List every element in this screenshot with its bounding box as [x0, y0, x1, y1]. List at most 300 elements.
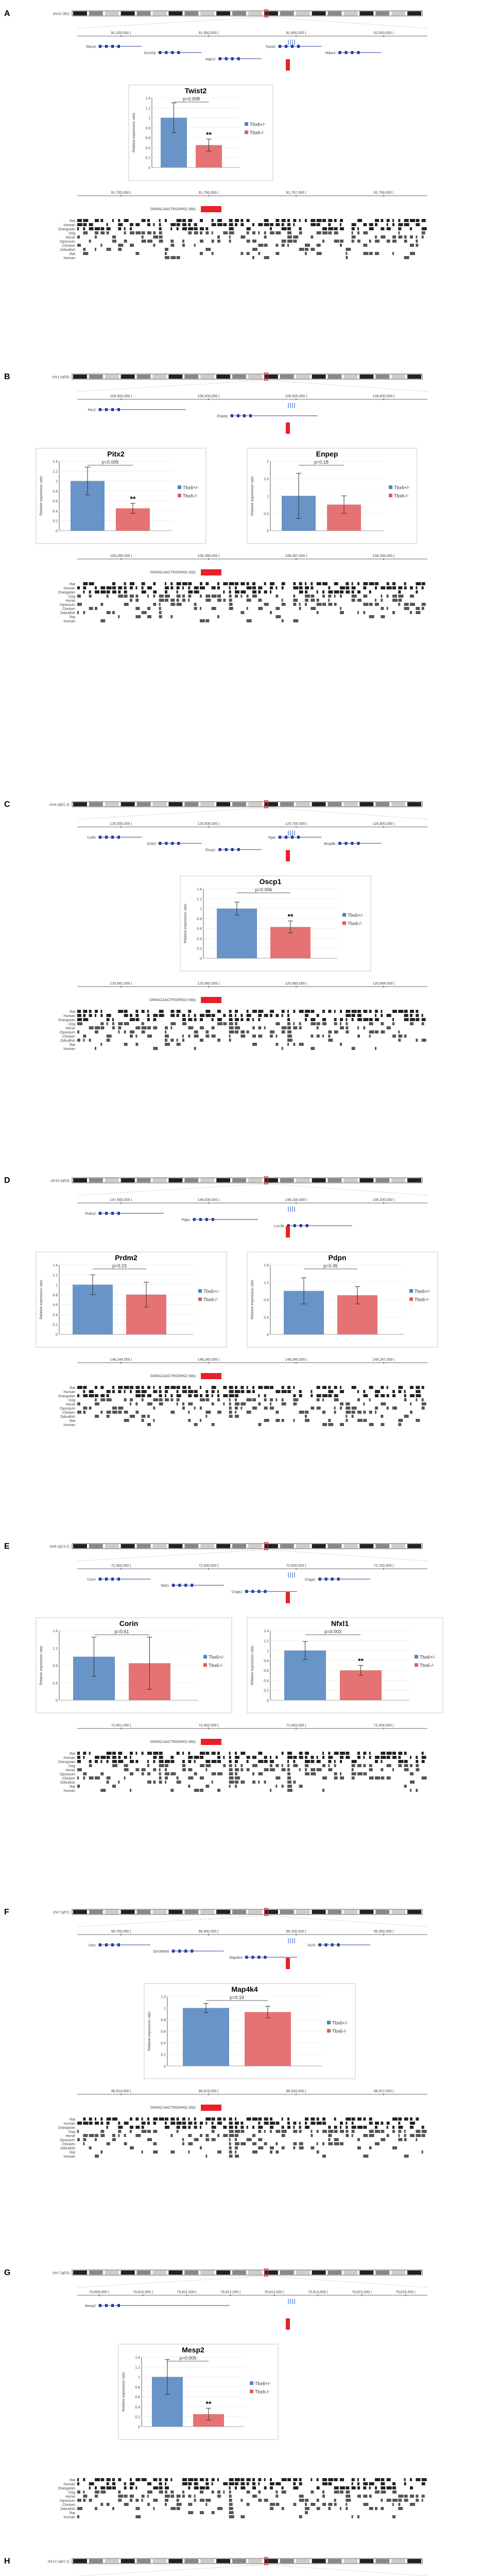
panel-d-conservation-block: [416, 1394, 421, 1397]
panel-f-chrom-band: [264, 1910, 278, 1914]
panel-a-conservation-block: [352, 240, 354, 243]
panel-a-conservation-block: [276, 231, 281, 234]
panel-c-conservation-block: [135, 1026, 140, 1029]
panel-g-mesp2-y-tick-label: 0.8: [135, 2385, 140, 2389]
panel-c-conservation-block: [182, 1039, 184, 1042]
panel-g-conservation-block: [369, 2482, 374, 2485]
panel-g-conservation-block: [124, 2503, 129, 2506]
panel-g-conservation-block: [118, 2490, 120, 2494]
panel-g-conservation-block: [404, 2478, 406, 2481]
panel-a-chrom-band: [232, 11, 246, 15]
panel-e-conservation-block: [229, 1785, 231, 1788]
panel-f-conservation-block: [404, 2155, 409, 2158]
panel-a-conservation-block: [317, 244, 321, 247]
panel-b-conservation-block: [118, 595, 123, 598]
panel-f-conservation-block: [77, 2138, 80, 2141]
panel-b-pitx2-y-tick-label: 1.4: [53, 460, 58, 464]
panel-b-conservation-block: [293, 619, 298, 622]
panel-d-conservation-block: [142, 1415, 146, 1418]
panel-c-gene-exon: [237, 848, 240, 851]
panel-d-conservation-block: [352, 1415, 354, 1418]
panel-d-conservation-block: [135, 1394, 141, 1397]
panel-g-chrom-band: [343, 2270, 357, 2275]
panel-c-conservation-block: [305, 1014, 308, 1017]
panel-g-conservation-block: [212, 2478, 215, 2481]
panel-e-conservation-block: [118, 1752, 122, 1755]
panel-e-conservation-block: [416, 1764, 419, 1767]
panel-c-conservation-block: [212, 1018, 214, 1021]
panel-g-mesp2-chart-title: Mesp2: [182, 2346, 204, 2354]
panel-g-conservation-block: [381, 2486, 385, 2489]
panel-e-corin-chart-title: Corin: [119, 1619, 139, 1628]
panel-a-conservation-block: [398, 219, 400, 222]
panel-d-chrom-band: [73, 1178, 87, 1182]
panel-g-conservation-block: [229, 2478, 234, 2481]
panel-b-conservation-block: [270, 586, 273, 589]
panel-e-conservation-block: [416, 1789, 418, 1792]
panel-b-conservation-block: [404, 586, 407, 589]
panel-b-conservation-block: [322, 582, 328, 585]
panel-e-conservation-block: [410, 1756, 411, 1759]
panel-a-conservation-block: [217, 240, 220, 243]
panel-b-conservation-block: [194, 603, 197, 606]
panel-e-conservation-block: [223, 1756, 225, 1759]
panel-f-conservation-block: [375, 2126, 377, 2129]
panel-g-mesp2-y-axis-label: Relative expression ratio: [122, 2372, 126, 2412]
panel-d-conservation-block: [165, 1398, 169, 1401]
panel-g-conservation-block: [77, 2499, 81, 2502]
panel-b-conservation-block: [223, 590, 225, 594]
panel-e-highlight-box: [286, 1592, 290, 1603]
panel-a-conservation-block: [387, 227, 391, 230]
panel-a-conservation-block: [422, 219, 426, 222]
panel-b-conservation-block: [177, 599, 179, 602]
panel-f-conservation-block: [282, 2146, 285, 2149]
panel-f-conservation-block: [89, 2117, 92, 2121]
panel-c-chrom-band: [232, 802, 246, 806]
panel-e-conservation-block: [153, 1756, 157, 1759]
panel-a-conservation-block: [282, 223, 284, 226]
panel-d-pdpn-y-tick-label: 0: [267, 1333, 269, 1337]
panel-e-corin-legend-het: Tbx6+/-: [209, 1654, 225, 1660]
panel-g-mesp2-legend-het: Tbx6+/-: [255, 2381, 271, 2386]
panel-f-map4k4-bar-ko: [245, 2012, 291, 2066]
panel-b-chrom-band: [312, 375, 326, 379]
panel-c-conservation-block: [83, 1014, 85, 1017]
panel-d-conservation-block: [235, 1390, 240, 1393]
panel-g-conservation-block: [194, 2495, 196, 2498]
panel-g-conservation-block: [170, 2507, 176, 2510]
panel-g-conservation-block: [95, 2486, 97, 2489]
panel-f-conservation-block: [182, 2117, 185, 2121]
panel-g-conservation-block: [247, 2503, 250, 2506]
panel-b-gene-exon: [243, 414, 246, 417]
panel-a-conservation-block: [177, 227, 179, 230]
panel-c-conservation-block: [299, 1010, 304, 1013]
panel-c-chrom-label: chr4 (qD1.3): [49, 803, 70, 807]
panel-d-conservation-block: [153, 1419, 154, 1422]
panel-d-conservation-block: [229, 1411, 232, 1414]
panel-d-conservation-block: [322, 1386, 326, 1389]
panel-f-conservation-block: [130, 2126, 133, 2129]
panel-f-chrom-band: [407, 1910, 421, 1914]
panel-e-conservation-block: [352, 1776, 355, 1780]
panel-e-conservation-block: [165, 1760, 170, 1763]
panel-c-chrom-band: [264, 802, 278, 806]
panel-c-conservation-block: [305, 1010, 310, 1013]
panel-c-oscp1-y-tick-label: 0.8: [197, 917, 202, 921]
panel-b-conservation-block: [357, 590, 360, 594]
panel-g-gene-exon: [105, 2304, 108, 2307]
panel-e-coords-ruler-tick: 72,500,000 |: [198, 1564, 219, 1568]
panel-c-conservation-block: [346, 1030, 349, 1033]
panel-e-conservation-block: [422, 1752, 424, 1755]
panel-d-conservation-block: [217, 1390, 219, 1393]
panel-d-conservation-block: [95, 1402, 99, 1405]
panel-c-conservation-block: [165, 1026, 168, 1029]
panel-d-conservation-block: [404, 1394, 406, 1397]
panel-d-conservation-block: [328, 1423, 333, 1426]
panel-a-chrom-band: [121, 11, 135, 15]
panel-g-conservation-block: [317, 2486, 320, 2489]
panel-d-species-label: Human: [63, 1391, 75, 1394]
panel-f-conservation-block: [212, 2130, 215, 2133]
panel-f-conservation-block: [293, 2126, 295, 2129]
panel-e-chrom-band: [73, 1544, 87, 1548]
panel-g-conservation-block: [229, 2515, 234, 2518]
panel-a-conservation-block: [340, 240, 343, 243]
panel-e-conservation-block: [159, 1756, 163, 1759]
panel-f-chrom-band: [216, 1910, 230, 1914]
panel-b-conservation-block: [404, 603, 409, 606]
panel-a-conservation-block: [177, 256, 180, 259]
panel-c-gene-exon: [279, 836, 281, 839]
panel-f-conservation-block: [375, 2122, 379, 2125]
panel-a-gene-name: Rbm4: [86, 45, 96, 49]
panel-d-conservation-block: [77, 1386, 82, 1389]
panel-a-conservation-block: [153, 231, 156, 234]
panel-h-chrom-band: [168, 2559, 182, 2563]
panel-a-conservation-block: [83, 219, 88, 222]
panel-g-conservation-block: [240, 2478, 244, 2481]
panel-g-conservation-block: [352, 2478, 355, 2481]
panel-f-conservation-block: [177, 2122, 182, 2125]
panel-d-gene-exon: [193, 1218, 196, 1221]
panel-g-conservation-block: [317, 2478, 319, 2481]
panel-f-conservation-block: [130, 2146, 134, 2149]
panel-d-conservation-block: [317, 1406, 321, 1410]
panel-d-conservation-block: [107, 1394, 109, 1397]
panel-g-conservation-block: [205, 2486, 209, 2489]
panel-c-conservation-block: [229, 1026, 234, 1029]
panel-g-conservation-block: [340, 2507, 341, 2510]
panel-d-conservation-block: [135, 1411, 139, 1414]
panel-e-conservation-block: [410, 1789, 411, 1792]
panel-g-coords-ruler-tick: 79,810,000 |: [133, 2291, 153, 2294]
panel-g-conservation-block: [170, 2490, 174, 2494]
panel-g-chrom-band: [89, 2270, 103, 2275]
panel-e-chrom-band: [232, 1544, 246, 1548]
panel-e-conservation-block: [334, 1776, 338, 1780]
panel-e-nfxl1-y-tick-label: 0: [267, 1699, 269, 1703]
panel-d-conservation-block: [375, 1394, 378, 1397]
panel-d-gene-exon: [199, 1218, 202, 1221]
panel-g-conservation-block: [165, 2478, 168, 2481]
panel-d-conservation-block: [89, 1390, 94, 1393]
panel-e-conservation-block: [200, 1752, 205, 1755]
panel-d-conservation-block: [229, 1402, 231, 1405]
panel-d-conservation-block: [118, 1406, 123, 1410]
panel-g-chrom-band: [264, 2270, 278, 2275]
panel-b-conservation-block: [247, 607, 248, 610]
panel-f-conservation-block: [404, 2134, 406, 2137]
panel-f-conservation-block: [293, 2146, 295, 2149]
panel-f-conservation-block: [346, 2134, 349, 2137]
panel-d-conservation-block: [346, 1406, 350, 1410]
panel-e-conservation-block: [328, 1756, 333, 1759]
panel-e-gene-exon: [184, 1584, 187, 1587]
panel-c-conservation-block: [369, 1010, 372, 1013]
panel-f-conservation-block: [188, 2134, 192, 2137]
panel-h-chrom-band: [89, 2559, 103, 2563]
panel-f-conservation-block: [200, 2146, 202, 2149]
panel-b-conservation-block: [240, 611, 244, 614]
panel-a-conservation-block: [282, 240, 286, 243]
panel-g-conservation-block: [346, 2503, 347, 2506]
panel-g-conservation-block: [200, 2478, 204, 2481]
panel-d-conservation-block: [177, 1398, 180, 1401]
panel-g-conservation-block: [205, 2503, 207, 2506]
panel-b-conservation-block: [410, 603, 415, 606]
panel-f-conservation-block: [247, 2126, 248, 2129]
panel-d-chrom-band: [296, 1178, 310, 1182]
panel-f-coords-ruler-tick: 99,300,000 |: [373, 1930, 394, 1934]
panel-f-conservation-block: [299, 2142, 303, 2145]
panel-d-conservation-block: [95, 1386, 97, 1389]
panel-f-conservation-block: [311, 2130, 312, 2133]
panel-e-nfxl1-y-tick-label: 0.6: [264, 1669, 269, 1673]
panel-b-conservation-block: [229, 599, 232, 602]
panel-e-conservation-block: [153, 1768, 156, 1771]
panel-c-fine-ruler-tick: 120,681,000 |: [110, 982, 132, 986]
panel-a-conservation-block: [392, 219, 394, 222]
panel-e-species-label: Human: [63, 1789, 75, 1793]
panel-c-conservation-block: [124, 1014, 128, 1017]
panel-b-conservation-block: [258, 599, 262, 602]
panel-d-conservation-block: [276, 1398, 277, 1401]
panel-f-conservation-block: [334, 2138, 339, 2141]
panel-g-conservation-block: [375, 2507, 377, 2510]
panel-c-conservation-block: [170, 1039, 174, 1042]
panel-a-conservation-block: [398, 227, 401, 230]
panel-d-chrom-band: [359, 1178, 373, 1182]
panel-f-conservation-block: [153, 2117, 158, 2121]
panel-g-conservation-block: [258, 2490, 261, 2494]
panel-e-conservation-block: [194, 1789, 199, 1792]
panel-b-conservation-block: [89, 607, 93, 610]
panel-a-species-label: Zebrafish: [60, 248, 75, 252]
panel-c-conservation-block: [322, 1035, 324, 1038]
panel-g-species-label: Human: [63, 2483, 75, 2486]
panel-b-conservation-block: [77, 603, 82, 606]
panel-e-conservation-block: [229, 1752, 231, 1755]
panel-d-conservation-block: [340, 1423, 344, 1426]
panel-g-conservation-block: [112, 2507, 114, 2510]
panel-c-conservation-block: [83, 1039, 84, 1042]
panel-a-conservation-block: [299, 231, 302, 234]
panel-f-conservation-block: [205, 2155, 207, 2158]
panel-e-conservation-block: [311, 1756, 314, 1759]
panel-a-conservation-block: [229, 235, 231, 239]
panel-d-conservation-block: [311, 1394, 313, 1397]
panel-g-conservation-block: [311, 2478, 312, 2481]
panel-a-conservation-block: [381, 219, 383, 222]
panel-g-conservation-block: [322, 2482, 328, 2485]
panel-g-conservation-block: [328, 2503, 332, 2506]
panel-c-conservation-block: [130, 1030, 134, 1033]
panel-f-coords-ruler-tick: 98,700,000 |: [111, 1930, 131, 1934]
panel-b-conservation-block: [422, 582, 425, 585]
panel-f-conservation-block: [159, 2117, 164, 2121]
panel-g-conservation-block: [83, 2499, 85, 2502]
panel-b-conservation-block: [328, 586, 330, 589]
panel-a-gene-exon: [111, 45, 114, 48]
panel-f-gene-exon: [99, 1943, 101, 1946]
panel-c-conservation-block: [363, 1026, 365, 1029]
panel-f-conservation-block: [252, 2126, 254, 2129]
panel-b-conservation-block: [299, 607, 301, 610]
panel-g-conservation-block: [182, 2478, 187, 2481]
panel-f-map4k4-bar-het: [183, 2008, 229, 2066]
panel-e-chrom-band: [343, 1544, 357, 1548]
panel-b-conservation-block: [135, 599, 139, 602]
panel-d-conservation-block: [118, 1386, 123, 1389]
panel-g-conservation-block: [381, 2490, 386, 2494]
panel-b-conservation-block: [100, 590, 106, 594]
panel-e-conservation-block: [205, 1785, 209, 1788]
panel-e-species-label: Rat: [70, 1752, 75, 1756]
panel-d-prdm2-legend-swatch-het: [198, 1289, 202, 1293]
panel-e-conservation-block: [398, 1764, 402, 1767]
panel-g-conservation-block: [258, 2482, 260, 2485]
panel-a-twist2-legend-het: Tbx6+/-: [250, 122, 266, 127]
panel-a-conservation-block: [317, 223, 320, 226]
panel-g-species-label: Chicken: [62, 2503, 75, 2507]
panel-c-conservation-block: [369, 1022, 373, 1025]
panel-c-conservation-block: [200, 1039, 203, 1042]
panel-d-conservation-block: [247, 1398, 252, 1401]
panel-e-conservation-block: [334, 1760, 336, 1763]
panel-b-conservation-block: [387, 582, 389, 585]
panel-e-conservation-block: [130, 1772, 133, 1775]
panel-g-conservation-block: [147, 2503, 150, 2506]
panel-e-conservation-block: [159, 1764, 164, 1767]
panel-b-conservation-block: [177, 586, 180, 589]
panel-h-zoom-line: [77, 2565, 265, 2576]
panel-b-chrom-band: [407, 375, 421, 379]
panel-f-chrom-band: [137, 1910, 151, 1914]
panel-d-conservation-block: [276, 1390, 280, 1393]
panel-f-conservation-block: [124, 2122, 129, 2125]
panel-a-conservation-block: [170, 244, 174, 247]
panel-e-conservation-block: [170, 1772, 176, 1775]
panel-d-conservation-block: [130, 1386, 133, 1389]
panel-c-conservation-block: [317, 1035, 320, 1038]
panel-c-conservation-block: [270, 1035, 273, 1038]
panel-g-coords-ruler-tick: 79,812,000 |: [220, 2291, 240, 2294]
panel-d-conservation-block: [264, 1394, 266, 1397]
panel-b-enpep-chart-title: Enpep: [316, 450, 338, 458]
panel-b-conservation-block: [77, 611, 79, 614]
panel-d-conservation-block: [357, 1411, 361, 1414]
panel-e-conservation-block: [340, 1752, 345, 1755]
panel-a-gene-exon: [297, 45, 300, 48]
panel-f-conservation-block: [311, 2117, 315, 2121]
panel-b-conservation-block: [205, 582, 209, 585]
panel-a-label: A: [4, 9, 10, 18]
panel-d-conservation-block: [153, 1390, 157, 1393]
panel-g-zoom-line: [77, 2276, 265, 2287]
panel-e-fine-ruler-tick: 72,402,000 |: [198, 1724, 219, 1727]
panel-d-conservation-block: [410, 1402, 411, 1405]
panel-b-conservation-block: [282, 599, 283, 602]
panel-b-conservation-block: [135, 586, 137, 589]
panel-c-oscp1-y-tick-label: 1.2: [197, 897, 202, 902]
panel-e-conservation-block: [416, 1768, 419, 1771]
panel-f-conservation-block: [392, 2146, 397, 2149]
panel-a-conservation-block: [159, 219, 161, 222]
panel-g-conservation-block: [112, 2478, 115, 2481]
panel-h-chrom-band: [153, 2559, 167, 2563]
panel-c-conservation-block: [357, 1026, 359, 1029]
panel-c-conservation-block: [177, 1010, 181, 1013]
panel-c-conservation-block: [404, 1018, 409, 1021]
panel-c-conservation-block: [276, 1035, 277, 1038]
panel-a-conservation-block: [346, 248, 351, 251]
panel-e-conservation-block: [270, 1764, 272, 1767]
panel-e-conservation-block: [235, 1756, 239, 1759]
panel-e-chrom-band: [328, 1544, 342, 1548]
panel-d-conservation-block: [392, 1394, 395, 1397]
panel-g-conservation-block: [305, 2503, 307, 2506]
panel-d-conservation-block: [100, 1394, 105, 1397]
panel-c-conservation-block: [328, 1039, 333, 1042]
panel-b-conservation-block: [252, 582, 255, 585]
panel-a-conservation-block: [177, 223, 180, 226]
panel-f-conservation-block: [387, 2122, 390, 2125]
panel-a-gene-name: Hdac4: [325, 52, 336, 55]
panel-a-twist2-y-tick-label: 0.4: [145, 146, 150, 150]
panel-a-twist2-y-tick-label: 0.8: [145, 126, 150, 130]
panel-f-zoom-line: [77, 1916, 265, 1927]
panel-a-conservation-block: [299, 219, 301, 222]
panel-c-conservation-block: [299, 1043, 304, 1046]
panel-f-conservation-block: [282, 2134, 285, 2137]
panel-f-gene-exon: [191, 1950, 193, 1953]
panel-b-conservation-block: [322, 595, 325, 598]
panel-g-conservation-block: [322, 2490, 324, 2494]
panel-e-conservation-block: [212, 1781, 213, 1784]
panel-a-conservation-block: [340, 223, 341, 226]
panel-e-conservation-block: [363, 1764, 366, 1767]
panel-g-conservation-block: [130, 2478, 132, 2481]
panel-g-conservation-block: [188, 2495, 191, 2498]
panel-e-gene-exon: [331, 1578, 334, 1581]
panel-g-chrom-band: [248, 2270, 262, 2275]
panel-e-chrom-band: [264, 1544, 278, 1548]
panel-d-conservation-block: [147, 1415, 150, 1418]
panel-c-conservation-block: [83, 1010, 87, 1013]
